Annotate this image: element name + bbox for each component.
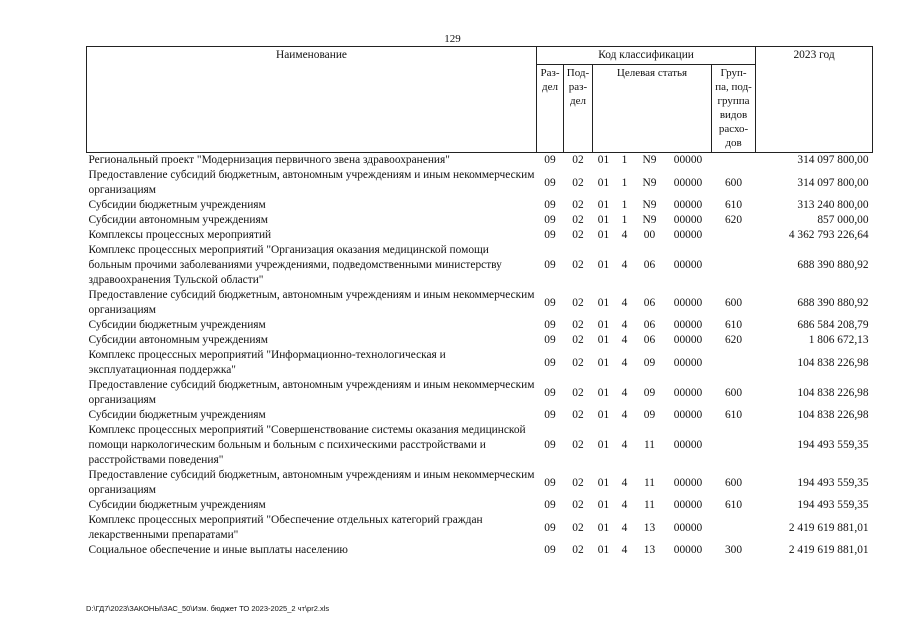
row-code-prz: 02: [572, 439, 584, 451]
row-code-c1: 01: [597, 476, 610, 489]
row-code-vr: [712, 153, 756, 169]
row-code-rz: 09: [544, 176, 556, 189]
header-name: Наименование: [87, 47, 537, 153]
row-code-c4: 00000: [673, 521, 703, 534]
row-code-c3: 11: [644, 439, 655, 451]
row-code-vr: 600: [724, 476, 743, 489]
table-row: [87, 198, 873, 213]
row-code-c2: 4: [621, 319, 628, 331]
table-row: [87, 213, 873, 228]
table-row: [87, 408, 873, 423]
row-code-vr: 600: [724, 296, 743, 309]
row-name: Субсидии автономным учреждениям: [88, 214, 268, 226]
row-name: Комплекс процессных мероприятий "Обеспечение отдельных категорий граждан лекарственными препаратами": [88, 514, 483, 541]
table-row: [87, 513, 873, 543]
row-code-c4: 00000: [673, 409, 703, 421]
row-code-c4: 00000: [673, 386, 703, 399]
row-name: Предоставление субсидий бюджетным, автономным учреждениям и иным некоммерческим организациям: [88, 379, 535, 406]
row-code-c1: 01: [597, 544, 610, 556]
row-code-vr: [712, 513, 756, 543]
row-code-c3: 13: [643, 544, 656, 556]
row-code-rz: 09: [544, 521, 556, 534]
table-row: [87, 318, 873, 333]
row-code-prz: 02: [572, 229, 584, 241]
row-code-rz: 09: [544, 334, 556, 346]
row-code-prz: 02: [572, 199, 584, 211]
row-code-rz: 09: [544, 259, 556, 271]
row-code-c2: 1: [621, 154, 628, 166]
row-code-c2: 4: [621, 499, 628, 511]
row-name: Предоставление субсидий бюджетным, автономным учреждениям и иным некоммерческим организациям: [88, 169, 535, 196]
row-code-vr: 300: [724, 544, 743, 556]
row-code-vr: 610: [724, 319, 743, 331]
row-code-prz: 02: [572, 214, 584, 226]
header-year: 2023 год: [756, 47, 873, 153]
row-amount: 688 390 880,92: [797, 259, 869, 271]
row-amount: 2 419 619 881,01: [788, 521, 869, 534]
row-code-c2: 4: [621, 521, 628, 534]
row-code-c4: 00000: [673, 214, 703, 226]
row-code-vr: 610: [724, 199, 743, 211]
row-code-c4: 00000: [673, 356, 703, 369]
row-code-c1: 01: [597, 521, 610, 534]
row-code-c3: 11: [644, 476, 655, 489]
row-code-prz: 02: [572, 259, 584, 271]
table-row: [87, 423, 873, 468]
table-row: [87, 468, 873, 498]
row-code-prz: 02: [572, 499, 584, 511]
row-code-rz: 09: [544, 214, 556, 226]
row-code-rz: 09: [544, 476, 556, 489]
row-code-rz: 09: [544, 199, 556, 211]
row-code-c4: 00000: [673, 439, 703, 451]
row-code-c2: 4: [621, 409, 628, 421]
row-code-rz: 09: [544, 439, 556, 451]
row-name: Субсидии бюджетным учреждениям: [88, 319, 266, 331]
row-code-c2: 1: [621, 214, 628, 226]
row-code-c1: 01: [597, 439, 610, 451]
row-code-vr: 600: [724, 176, 743, 189]
row-code-c4: 00000: [673, 544, 703, 556]
row-code-prz: 02: [572, 334, 584, 346]
row-code-vr: 620: [724, 214, 743, 226]
row-code-prz: 02: [572, 386, 584, 399]
table-row: [87, 348, 873, 378]
row-amount: 314 097 800,00: [797, 154, 869, 166]
row-amount: 313 240 800,00: [797, 199, 869, 211]
row-code-c2: 4: [621, 259, 628, 271]
row-code-c4: 00000: [673, 499, 703, 511]
row-name: Субсидии автономным учреждениям: [88, 334, 268, 346]
row-code-vr: 610: [724, 409, 743, 421]
row-code-c3: 06: [643, 296, 656, 309]
row-code-vr: 600: [724, 386, 743, 399]
row-code-c2: 1: [621, 176, 628, 189]
row-code-c3: 09: [643, 409, 656, 421]
row-amount: 104 838 226,98: [797, 386, 869, 399]
row-code-c4: 00000: [673, 229, 703, 241]
row-name: Комплексы процессных мероприятий: [88, 229, 272, 241]
row-code-c3: 06: [643, 334, 656, 346]
row-code-c4: 00000: [673, 259, 703, 271]
row-code-c4: 00000: [673, 199, 703, 211]
row-code-vr: [712, 348, 756, 378]
table-row: [87, 498, 873, 513]
table-body: [87, 153, 873, 559]
row-code-c1: 01: [597, 356, 610, 369]
file-path-footer: D:\ГД7\2023\ЗАКОНЫ\ЗАС_50\Изм. бюджет ТО 2023-2025_2 чт\pr2.xls: [86, 604, 330, 613]
header-podrazdel: Под- раз- дел: [564, 65, 593, 153]
row-code-c3: N9: [642, 214, 657, 226]
row-code-c1: 01: [597, 319, 610, 331]
row-code-prz: 02: [572, 356, 584, 369]
table-row: [87, 243, 873, 288]
row-code-prz: 02: [572, 319, 584, 331]
row-code-c3: 09: [643, 356, 656, 369]
table-row: [87, 228, 873, 243]
row-code-c4: 00000: [673, 296, 703, 309]
row-code-rz: 09: [544, 386, 556, 399]
row-code-rz: 09: [544, 296, 556, 309]
budget-table: [86, 46, 873, 558]
row-name: Региональный проект "Модернизация первичного звена здравоохранения": [88, 154, 450, 166]
row-code-c3: 00: [643, 229, 656, 241]
row-amount: 1 806 672,13: [808, 334, 869, 346]
row-code-vr: [712, 243, 756, 288]
row-code-c1: 01: [597, 199, 610, 211]
row-name: Субсидии бюджетным учреждениям: [88, 409, 266, 421]
row-code-c1: 01: [597, 386, 610, 399]
row-code-prz: 02: [572, 521, 584, 534]
table-row: [87, 543, 873, 558]
row-amount: 194 493 559,35: [797, 499, 869, 511]
row-code-rz: 09: [544, 229, 556, 241]
row-code-c1: 01: [597, 499, 610, 511]
header-razdel: Раз- дел: [537, 65, 564, 153]
row-code-c3: N9: [642, 199, 657, 211]
row-amount: 194 493 559,35: [797, 439, 869, 451]
row-amount: 194 493 559,35: [797, 476, 869, 489]
table-row: [87, 288, 873, 318]
row-code-vr: [712, 423, 756, 468]
page-number: 129: [444, 33, 461, 45]
row-code-c1: 01: [597, 214, 610, 226]
row-code-rz: 09: [544, 544, 556, 556]
header-code: Код классификации: [537, 47, 756, 65]
row-code-c4: 00000: [673, 319, 703, 331]
row-code-rz: 09: [544, 319, 556, 331]
row-amount: 314 097 800,00: [797, 176, 869, 189]
row-code-c1: 01: [597, 296, 610, 309]
row-code-c3: N9: [642, 154, 657, 166]
row-code-c4: 00000: [673, 154, 703, 166]
row-code-c4: 00000: [673, 176, 703, 189]
row-code-c2: 4: [621, 229, 628, 241]
row-code-c3: 11: [644, 499, 655, 511]
header-tselevaya: Целевая статья: [593, 65, 712, 153]
row-amount: 4 362 793 226,64: [788, 229, 869, 241]
row-code-vr: 610: [724, 499, 743, 511]
table-row: [87, 378, 873, 408]
table-row: [87, 153, 873, 169]
row-code-c2: 4: [621, 439, 628, 451]
row-code-c2: 1: [621, 199, 628, 211]
row-code-c2: 4: [621, 544, 628, 556]
row-code-c1: 01: [597, 229, 610, 241]
row-code-c1: 01: [597, 409, 610, 421]
row-code-c2: 4: [621, 334, 628, 346]
row-amount: 104 838 226,98: [797, 356, 869, 369]
row-code-vr: [712, 228, 756, 243]
row-name: Предоставление субсидий бюджетным, автономным учреждениям и иным некоммерческим организациям: [88, 469, 535, 496]
row-code-prz: 02: [572, 409, 584, 421]
row-code-rz: 09: [544, 409, 556, 421]
row-code-c2: 4: [621, 356, 628, 369]
row-name: Социальное обеспечение и иные выплаты населению: [88, 544, 348, 556]
row-name: Субсидии бюджетным учреждениям: [88, 499, 266, 511]
row-amount: 857 000,00: [817, 214, 869, 226]
row-code-rz: 09: [544, 154, 556, 166]
row-code-c4: 00000: [673, 334, 703, 346]
row-code-c2: 4: [621, 476, 628, 489]
row-code-c1: 01: [597, 259, 610, 271]
table-row: [87, 168, 873, 198]
row-code-vr: 620: [724, 334, 743, 346]
row-name: Предоставление субсидий бюджетным, автономным учреждениям и иным некоммерческим организациям: [88, 289, 535, 316]
row-name: Субсидии бюджетным учреждениям: [88, 199, 266, 211]
row-code-prz: 02: [572, 154, 584, 166]
row-code-prz: 02: [572, 544, 584, 556]
row-amount: 2 419 619 881,01: [788, 544, 869, 556]
row-code-c3: 06: [643, 319, 656, 331]
row-code-c3: 09: [643, 386, 656, 399]
row-code-rz: 09: [544, 499, 556, 511]
row-code-prz: 02: [572, 296, 584, 309]
row-code-prz: 02: [572, 476, 584, 489]
row-code-prz: 02: [572, 176, 584, 189]
row-amount: 688 390 880,92: [797, 296, 869, 309]
row-amount: 104 838 226,98: [797, 409, 869, 421]
row-code-c4: 00000: [673, 476, 703, 489]
row-code-rz: 09: [544, 356, 556, 369]
row-code-c2: 4: [621, 296, 628, 309]
row-code-c1: 01: [597, 154, 610, 166]
row-code-c2: 4: [621, 386, 628, 399]
header-gruppa: Груп- па, под- группа видов расхо- дов: [712, 65, 756, 153]
row-name: Комплекс процессных мероприятий "Совершенствование системы оказания медицинской помощи наркологическим больным и больным с психическими расстройствами и расстройствами поведения": [88, 424, 526, 466]
row-code-c1: 01: [597, 176, 610, 189]
row-name: Комплекс процессных мероприятий "Информационно-технологическая и эксплуатационная поддержка": [88, 349, 446, 376]
table-row: [87, 333, 873, 348]
row-amount: 686 584 208,79: [797, 319, 869, 331]
row-code-c3: N9: [642, 176, 657, 189]
row-code-c3: 13: [643, 521, 656, 534]
row-code-c1: 01: [597, 334, 610, 346]
row-name: Комплекс процессных мероприятий "Организация оказания медицинской помощи больным прочими заболеваниями учреждениями, подведомственными министерству здравоохранения Тульской области": [88, 244, 502, 286]
row-code-c3: 06: [643, 259, 656, 271]
